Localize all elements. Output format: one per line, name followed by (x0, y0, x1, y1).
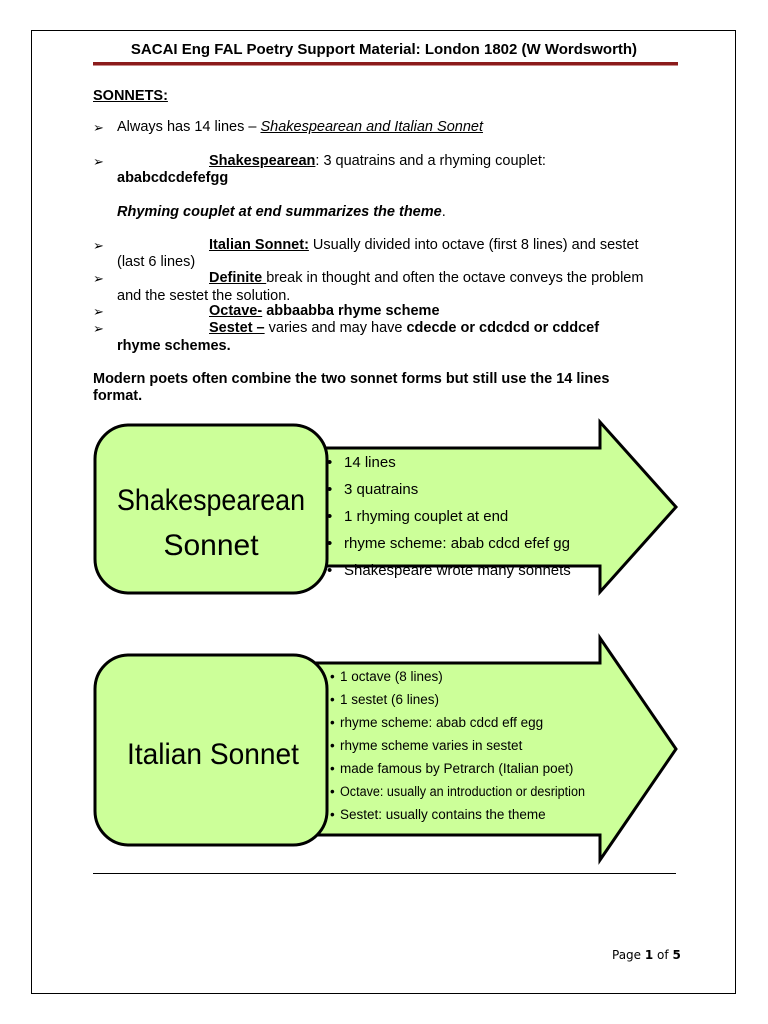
point-bullet: • (327, 454, 333, 471)
point-bullet: • (330, 669, 335, 684)
header-title: SACAI Eng FAL Poetry Support Material: London 1802 (W Wordsworth) (130, 41, 638, 58)
point-bullet: • (327, 562, 333, 579)
item-text: Always has 14 lines – (117, 119, 261, 135)
item-sestet-line2: rhyme schemes. (117, 338, 231, 354)
item-term: Italian Sonnet: (209, 237, 309, 253)
item-rest: : 3 quatrains and a rhyming couplet: (315, 153, 546, 169)
point-bullet: • (330, 738, 335, 753)
shakespearean-point: 1 rhyming couplet at end (344, 508, 509, 525)
bullet-icon: ➢ (93, 271, 104, 286)
page-of: of (653, 948, 673, 962)
italian-point: made famous by Petrarch (Italian poet) (340, 761, 574, 776)
italian-point: 1 sestet (6 lines) (340, 692, 440, 707)
bullet-icon: ➢ (93, 120, 104, 135)
shakespearean-point: Shakespeare wrote many sonnets (344, 562, 571, 579)
bullet-icon: ➢ (93, 154, 104, 169)
item-rest: break in thought and often the octave conveys the problem (266, 270, 644, 286)
italian-point: 1 octave (8 lines) (340, 669, 443, 684)
point-bullet: • (330, 715, 335, 730)
item-italian-line2: (last 6 lines) (117, 254, 196, 270)
section-title: SONNETS: (93, 88, 168, 104)
page-total: 5 (672, 948, 681, 962)
page-current: 1 (644, 948, 654, 962)
footer-rule (93, 873, 676, 874)
point-bullet: • (327, 535, 333, 552)
page-word: Page (612, 948, 645, 962)
point-bullet: • (327, 481, 333, 498)
item-term: Octave- (209, 303, 263, 319)
italian-point: rhyme scheme varies in sestet (340, 738, 523, 753)
closing-line2: format. (93, 388, 143, 404)
item-rest: varies and may have (264, 320, 407, 336)
point-bullet: • (330, 692, 335, 707)
italian-point: Octave: usually an introduction or desription (340, 784, 585, 799)
rhyme-scheme-line: ababcdcdefefgg (117, 170, 229, 186)
page-number (612, 948, 681, 962)
bullet-icon: ➢ (93, 304, 104, 319)
italian-point: rhyme scheme: abab cdcd eff egg (340, 715, 544, 730)
point-bullet: • (330, 807, 335, 822)
item-rest: abbaabba rhyme scheme (262, 303, 440, 319)
shakespearean-title-line2: Sonnet (163, 529, 259, 562)
note-text: Rhyming couplet at end summarizes the theme (117, 204, 442, 220)
item-term: Shakespearean (209, 153, 316, 169)
shakespearean-point: 3 quatrains (344, 481, 419, 498)
shakespearean-point: rhyme scheme: abab cdcd efef gg (344, 535, 570, 552)
closing-line1: Modern poets often combine the two sonnet forms but still use the 14 lines (93, 371, 610, 387)
item-definite-line2: and the sestet the solution. (117, 288, 291, 304)
italian-title: Italian Sonnet (127, 738, 300, 771)
item-term: Sestet – (209, 320, 265, 336)
item-bold-rest: cdecde or cdcdcd or cddcef (406, 320, 600, 336)
item-term: Definite (209, 270, 267, 286)
point-bullet: • (327, 508, 333, 525)
point-bullet: • (330, 761, 335, 776)
point-bullet: • (330, 784, 335, 799)
italian-point: Sestet: usually contains the theme (340, 807, 546, 822)
item-emphasis: Shakespearean and Italian Sonnet (260, 119, 483, 135)
bullet-icon: ➢ (93, 238, 104, 253)
shakespearean-title-line1: Shakespearean (117, 484, 305, 517)
note-end: . (441, 204, 446, 220)
bullet-icon: ➢ (93, 321, 104, 336)
item-rest: Usually divided into octave (first 8 lines) and sestet (308, 237, 639, 253)
shakespearean-point: 14 lines (344, 454, 396, 471)
